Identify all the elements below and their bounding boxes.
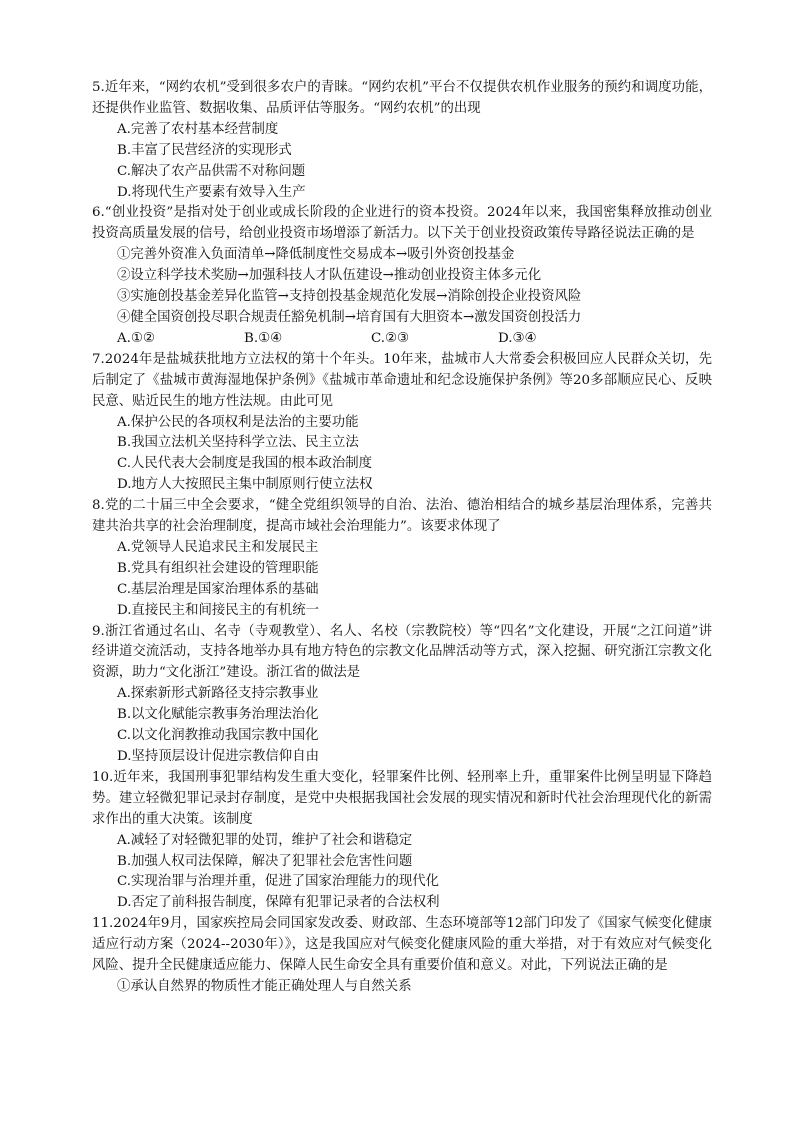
- option-b: B.丰富了民营经济的实现形式: [117, 142, 292, 158]
- choice-row: [92, 329, 712, 350]
- option-a: A.探索新形式新路径支持宗教事业: [117, 686, 319, 702]
- question-9: [92, 622, 712, 768]
- statement-1: ①承认自然界的物质性才能正确处理人与自然关系: [117, 978, 412, 994]
- option-d: D.坚持顶层设计促进宗教信仰自由: [117, 749, 319, 764]
- question-stem: 11.2024年9月，国家疾控局会同国家发改委、财政部、生态环境部等12部门印发了《国家气候变化健康适应行动方案（2024--2030年）》，这是我国应对气候变化健康风险的重大举措，对于有效应对气候变化风险、提升全民健康适应能力、保障人民生命安全具有重要价值和意义。对此，下列说法正确的是: [92, 916, 712, 974]
- option-a: A.完善了农村基本经营制度: [117, 121, 279, 137]
- option-d: D.直接民主和间接民主的有机统一: [117, 602, 319, 618]
- option-d: D.③④: [498, 330, 537, 346]
- option-b: B.以文化赋能宗教事务治理法治化: [117, 707, 319, 723]
- question-stem: 5.近年来，“网约农机”受到很多农户的青睐。“网约农机”平台不仅提供农机作业服务的预约和调度功能，还提供作业监管、数据收集、品质评估等服务。“网约农机”的出现: [92, 80, 712, 116]
- question-stem: 8.党的二十届三中全会要求，“健全党组织领导的自治、法治、德治相结合的城乡基层治理体系，完善共建共治共享的社会治理制度，提高市域社会治理能力”。该要求体现了: [92, 498, 712, 535]
- option-b: B.党具有组织社会建设的管理职能: [117, 560, 319, 576]
- question-7: [92, 350, 712, 496]
- statement-4: ④健全国资创投尽职合规责任豁免机制→培育国有大胆资本→激发国资创投活力: [117, 309, 582, 325]
- question-stem: 10.近年来，我国刑事犯罪结构发生重大变化，轻罪案件比例、轻刑率上升，重罪案件比例呈明显下降趋势。建立轻微犯罪记录封存制度，是党中央根据我国社会发展的现实情况和新时代社会治理现代化的新需求作出的重大决策。该制度: [92, 769, 712, 827]
- question-11: [92, 914, 712, 998]
- question-8: [92, 496, 712, 621]
- option-c: C.解决了农产品供需不对称问题: [117, 163, 306, 179]
- question-6: [92, 203, 712, 349]
- question-stem: 7.2024年是盐城获批地方立法权的第十个年头。10年来，盐城市人大常委会积极回应人民群众关切，先后制定了《盐城市黄海湿地保护条例》《盐城市革命遗址和纪念设施保护条例》等20多部顺应民心、反映民意、贴近民生的地方性法规。由此可见: [92, 351, 712, 409]
- question-stem: 9.浙江省通过名山、名寺（寺观教堂）、名人、名校（宗教院校）等“四名”文化建设，开展“之江问道”讲经讲道交流活动，支持各地举办具有地方特色的宗教文化品牌活动等方式，深入挖掘、研究浙江宗教文化资源，助力“文化浙江”建设。浙江省的做法是: [92, 623, 712, 681]
- option-b: B.我国立法机关坚持科学立法、民主立法: [117, 435, 359, 451]
- option-b: B.加强人权司法保障，解决了犯罪社会危害性问题: [117, 853, 413, 869]
- option-c: C.以文化润教推动我国宗教中国化: [117, 728, 319, 744]
- statement-2: ②设立科学技术奖励→加强科技人才队伍建设→推动创业投资主体多元化: [117, 268, 542, 284]
- question-list: [92, 78, 712, 998]
- statement-3: ③实施创投基金差异化监管→支持创投基金规范化发展→消除创投企业投资风险: [117, 289, 582, 305]
- option-c: C.实现治罪与治理并重，促进了国家治理能力的现代化: [117, 874, 440, 890]
- option-a: A.党领导人民追求民主和发展民主: [117, 539, 319, 555]
- option-d: D.否定了前科报告制度，保障有犯罪记录者的合法权利: [117, 895, 440, 911]
- question-stem: 6.“创业投资”是指对处于创业或成长阶段的企业进行的资本投资。2024年以来，我国密集释放推动创业投资高质量发展的信号，给创业投资市场增添了新活力。以下关于创业投资政策传导路径说法正确的是: [92, 205, 712, 242]
- option-c: C.基层治理是国家治理体系的基础: [117, 581, 319, 597]
- option-a: A.减轻了对轻微犯罪的处罚，维护了社会和谐稳定: [117, 832, 413, 848]
- option-a: A.①②: [117, 330, 155, 346]
- question-5: [92, 78, 712, 203]
- option-d: D.地方人大按照民主集中制原则行使立法权: [117, 477, 373, 493]
- statement-1: ①完善外资准入负面清单→降低制度性交易成本→吸引外资创投基金: [117, 247, 515, 263]
- question-10: [92, 768, 712, 914]
- option-c: C.人民代表大会制度是我国的根本政治制度: [117, 456, 373, 472]
- option-b: B.①④: [244, 330, 283, 346]
- option-c: C.②③: [371, 330, 410, 346]
- option-a: A.保护公民的各项权利是法治的主要功能: [117, 414, 359, 430]
- option-d: D.将现代生产要素有效导入生产: [117, 184, 306, 200]
